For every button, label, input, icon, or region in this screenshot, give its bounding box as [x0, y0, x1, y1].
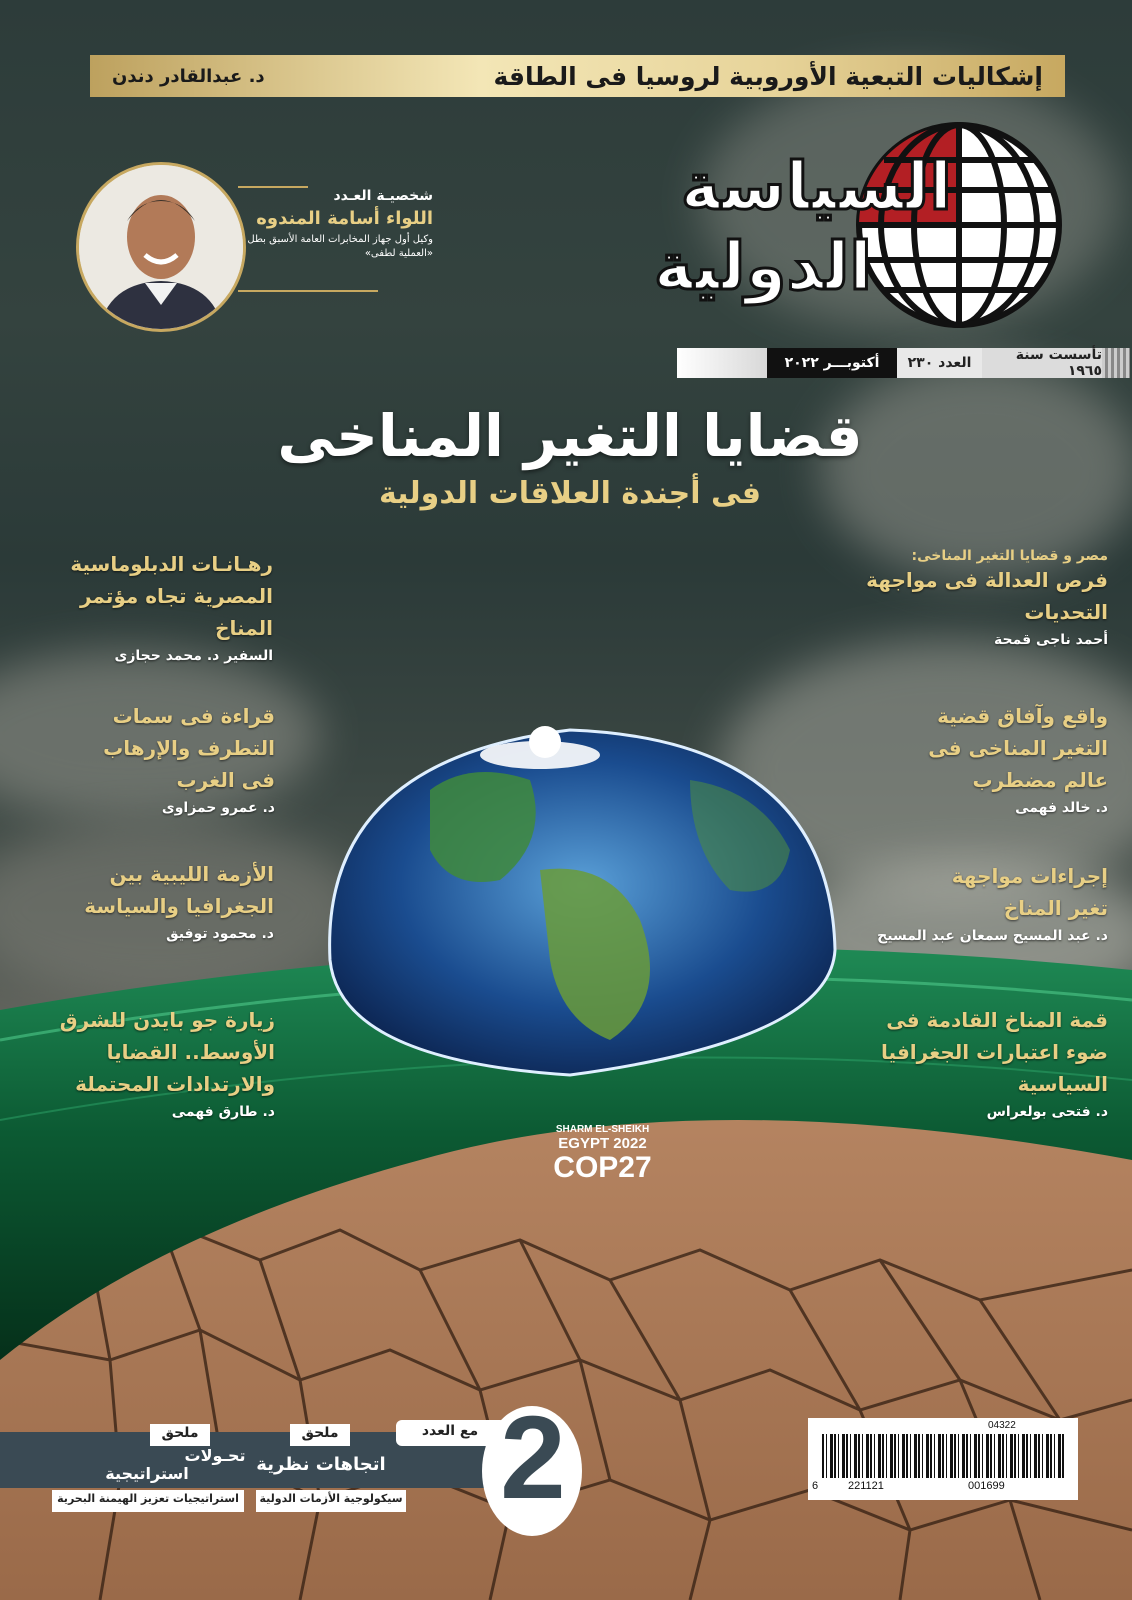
article-author: د. طارق فهمى: [171, 1104, 275, 1120]
with-issue-label: مع العدد: [421, 1423, 479, 1439]
barcode-digits-mid: 221121: [848, 1480, 884, 1492]
barcode: [808, 1418, 1078, 1500]
supplements-strip: [0, 1392, 600, 1540]
earth-water-drop: [310, 700, 850, 1120]
personality-desc: وكيل أول جهاز المخابرات العامة الأسبق بطل «العملية لطفى»: [247, 234, 433, 259]
supplement1-topic: سيكولوجية الأزمات الدولية: [259, 1492, 403, 1505]
article-left-3[interactable]: [74, 858, 274, 942]
issue-info-bar: [668, 348, 1130, 378]
article-title: قراءة فى سمات التطرف والإرهاب فى الغرب: [103, 704, 275, 792]
article-kicker: مصر و قضايا التغير المناخى:: [911, 548, 1108, 564]
main-headline: [200, 400, 940, 516]
barcode-digits-right: 001699: [968, 1480, 1005, 1492]
top-banner: [90, 55, 1065, 97]
article-right-4[interactable]: [853, 1004, 1108, 1120]
article-title: واقع وآفاق قضية التغير المناخى فى عالم مضطرب: [928, 704, 1108, 792]
article-author: د. فتحى بولعراس: [986, 1104, 1108, 1120]
article-left-4[interactable]: [50, 1004, 275, 1120]
article-left-2[interactable]: [80, 700, 275, 816]
supplement2-label: ملحق: [161, 1425, 199, 1441]
supplement1-label: ملحق: [301, 1425, 339, 1441]
cop-name: COP27: [553, 1151, 652, 1184]
article-author: السفير د. محمد حجازى: [114, 648, 273, 664]
article-title: رهـانـات الدبلوماسية المصرية تجاه مؤتمر المناخ: [70, 552, 273, 640]
personality-name: اللواء أسامة المندوه: [256, 208, 433, 229]
article-title: الأزمة الليبية بين الجغرافيا والسياسة: [84, 862, 274, 918]
cop-country-year: EGYPT 2022: [558, 1135, 647, 1152]
cop27-logo: [535, 1124, 670, 1184]
founded-year: تأسست سنة ١٩٦٥: [982, 348, 1102, 378]
supplement2-title-a: تحـولات: [184, 1446, 246, 1465]
banner-author: د. عبدالقادر دندن: [112, 65, 265, 87]
banner-title: إشكاليات التبعية الأوروبية لروسيا فى الطاقة: [493, 61, 1043, 91]
article-right-1[interactable]: [858, 548, 1108, 648]
article-right-2[interactable]: [898, 700, 1108, 816]
article-title: زيارة جو بايدن للشرق الأوسط.. القضايا والارتدادات المحتملة: [59, 1008, 275, 1096]
personality-box: [238, 188, 433, 261]
article-author: د. عبد المسيح سمعان عبد المسيح: [877, 928, 1108, 944]
headline-title: قضايا التغير المناخى: [277, 402, 863, 470]
article-title: إجراءات مواجهة تغير المناخ: [951, 864, 1108, 920]
supplements-count: 2: [500, 1392, 566, 1524]
barcode-top-number: 04322: [988, 1420, 1016, 1431]
article-author: أحمد ناجى قمحة: [993, 632, 1108, 648]
supplement2-title-b: استراتيجية: [105, 1464, 189, 1483]
article-left-1[interactable]: [58, 548, 273, 664]
barcode-bars: [822, 1434, 1066, 1478]
article-author: د. محمود توفيق: [166, 926, 274, 942]
article-author: د. خالد فهمى: [1015, 800, 1108, 816]
headline-subtitle: فى أجندة العلاقات الدولية: [378, 476, 762, 511]
issue-date: أكتوبـــر ٢٠٢٢: [767, 348, 897, 378]
personality-label: شخصيـة العـدد: [333, 188, 433, 204]
cop-location: SHARM EL-SHEIKH: [555, 1124, 650, 1135]
logo-title-line1: السياسة: [680, 148, 952, 225]
article-title: فرص العدالة فى مواجهة التحديات: [866, 568, 1108, 624]
personality-portrait: [76, 162, 246, 332]
logo-title-line2: الدولية: [653, 228, 872, 305]
article-author: د. عمرو حمزاوى: [161, 800, 275, 816]
issue-number: العدد ٢٣٠: [897, 348, 982, 378]
supplement2-topic: استراتيجيات تعزيز الهيمنة البحرية: [57, 1492, 239, 1505]
article-title: قمة المناخ القادمة فى ضوء اعتبارات الجغرافيا السياسية: [881, 1008, 1108, 1096]
supplement1-title: اتجاهات نظرية: [256, 1454, 386, 1475]
article-right-3[interactable]: [848, 860, 1108, 944]
barcode-digit-left: 6: [812, 1480, 819, 1492]
magazine-logo: [632, 120, 1062, 340]
